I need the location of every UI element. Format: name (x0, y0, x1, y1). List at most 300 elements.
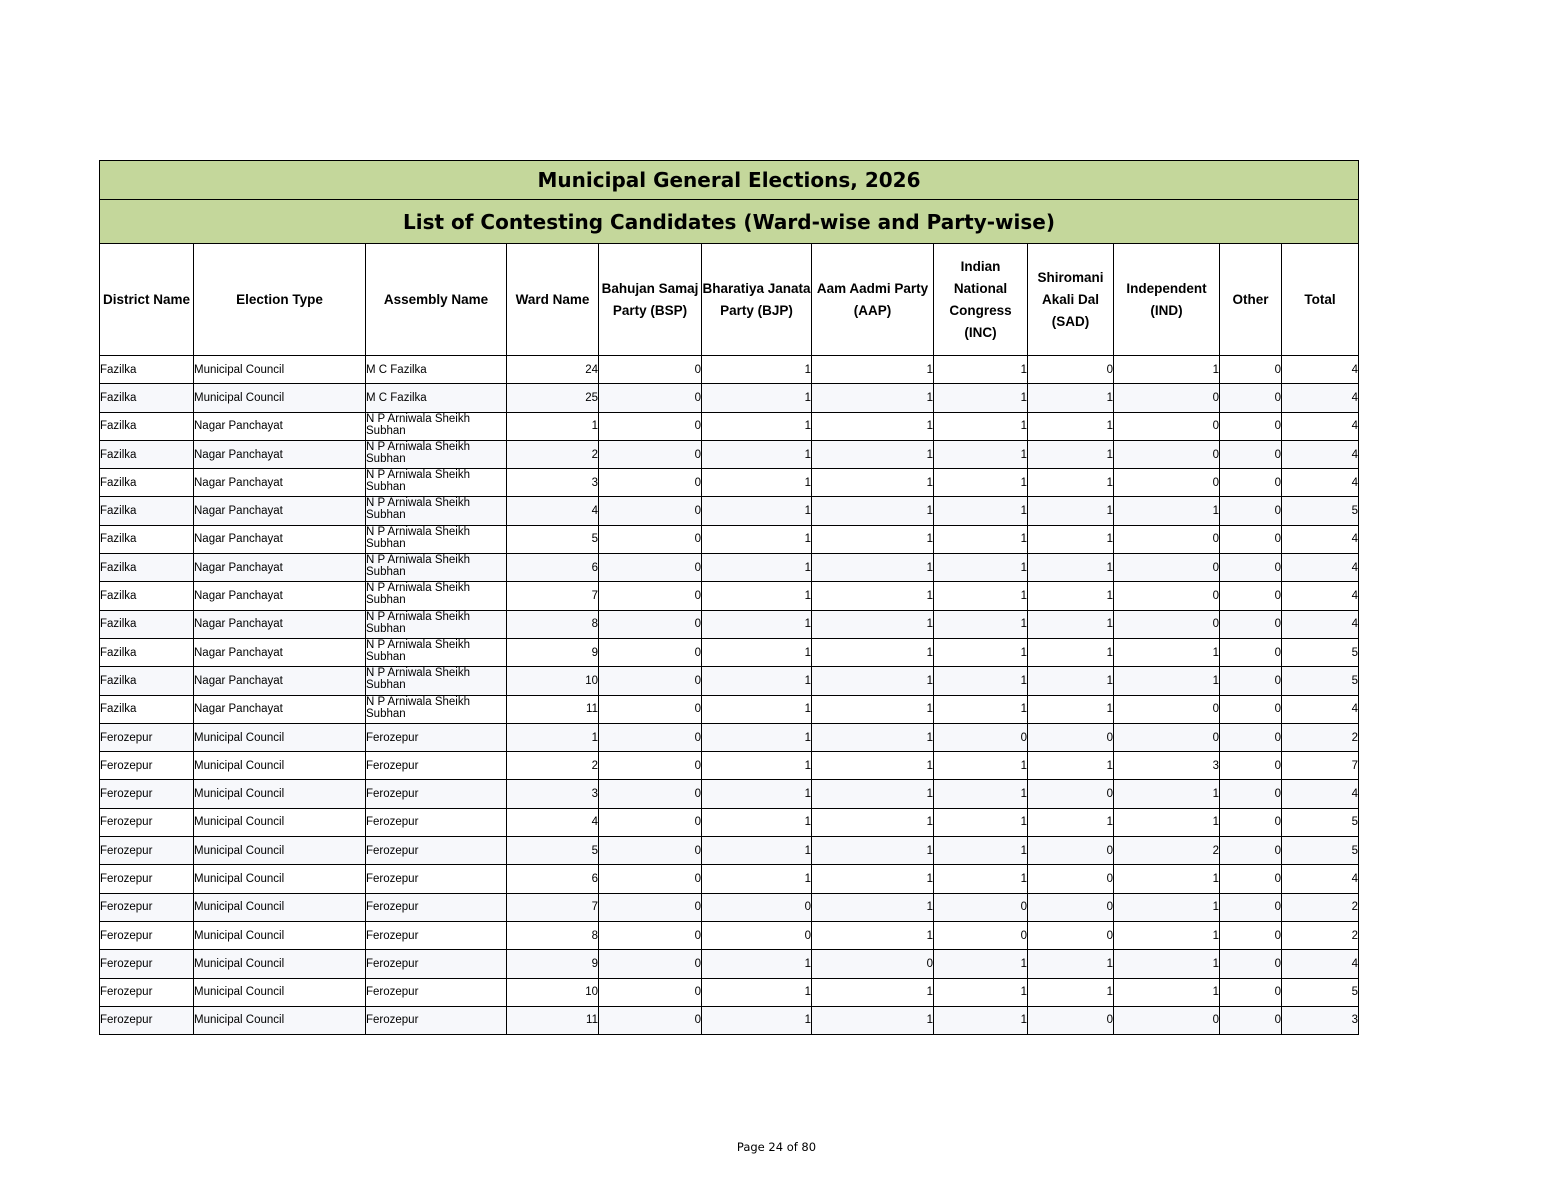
cell-aap: 1 (812, 384, 934, 412)
cell-total: 2 (1282, 723, 1359, 751)
cell-bsp: 0 (599, 950, 702, 978)
cell-district-name: Fazilka (100, 356, 194, 384)
cell-sad: 1 (1028, 440, 1114, 468)
cell-bsp: 0 (599, 752, 702, 780)
cell-bsp: 0 (599, 780, 702, 808)
cell-bsp: 0 (599, 440, 702, 468)
cell-assembly-name: N P Arniwala Sheikh Subhan (366, 582, 507, 610)
cell-inc: 1 (934, 412, 1028, 440)
header-election-type: Election Type (194, 244, 366, 356)
cell-other: 0 (1220, 356, 1282, 384)
table-row (100, 950, 1359, 978)
cell-ward-name: 2 (507, 440, 599, 468)
cell-district-name: Ferozepur (100, 1006, 194, 1034)
cell-sad: 1 (1028, 950, 1114, 978)
cell-total: 4 (1282, 412, 1359, 440)
cell-total: 4 (1282, 356, 1359, 384)
cell-aap: 1 (812, 695, 934, 723)
cell-bjp: 1 (702, 638, 812, 666)
cell-assembly-name: N P Arniwala Sheikh Subhan (366, 610, 507, 638)
cell-ward-name: 10 (507, 978, 599, 1006)
cell-other: 0 (1220, 978, 1282, 1006)
cell-inc: 1 (934, 808, 1028, 836)
cell-assembly-name: Ferozepur (366, 921, 507, 949)
table-row (100, 723, 1359, 751)
cell-election-type: Municipal Council (194, 837, 366, 865)
cell-ward-name: 3 (507, 469, 599, 497)
table-header-row (100, 244, 1359, 356)
cell-independent: 1 (1114, 865, 1220, 893)
cell-aap: 1 (812, 865, 934, 893)
cell-other: 0 (1220, 440, 1282, 468)
cell-inc: 0 (934, 893, 1028, 921)
cell-election-type: Nagar Panchayat (194, 440, 366, 468)
cell-total: 5 (1282, 638, 1359, 666)
cell-district-name: Ferozepur (100, 837, 194, 865)
cell-district-name: Fazilka (100, 497, 194, 525)
cell-total: 2 (1282, 893, 1359, 921)
cell-assembly-name: N P Arniwala Sheikh Subhan (366, 638, 507, 666)
table-row (100, 978, 1359, 1006)
table-row (100, 497, 1359, 525)
cell-bjp: 1 (702, 950, 812, 978)
cell-bjp: 1 (702, 412, 812, 440)
cell-bjp: 1 (702, 554, 812, 582)
cell-independent: 3 (1114, 752, 1220, 780)
cell-ward-name: 11 (507, 695, 599, 723)
cell-aap: 1 (812, 497, 934, 525)
cell-ward-name: 5 (507, 837, 599, 865)
cell-other: 0 (1220, 525, 1282, 553)
cell-other: 0 (1220, 469, 1282, 497)
cell-bjp: 1 (702, 837, 812, 865)
cell-total: 3 (1282, 1006, 1359, 1034)
cell-ward-name: 1 (507, 412, 599, 440)
cell-ward-name: 6 (507, 554, 599, 582)
cell-election-type: Nagar Panchayat (194, 469, 366, 497)
cell-independent: 0 (1114, 384, 1220, 412)
cell-independent: 1 (1114, 667, 1220, 695)
cell-bjp: 1 (702, 865, 812, 893)
cell-inc: 0 (934, 921, 1028, 949)
cell-inc: 0 (934, 723, 1028, 751)
cell-bjp: 1 (702, 525, 812, 553)
cell-ward-name: 7 (507, 893, 599, 921)
cell-aap: 1 (812, 667, 934, 695)
cell-independent: 1 (1114, 780, 1220, 808)
cell-other: 0 (1220, 723, 1282, 751)
cell-total: 4 (1282, 865, 1359, 893)
table-row (100, 469, 1359, 497)
table-row (100, 865, 1359, 893)
cell-inc: 1 (934, 978, 1028, 1006)
cell-assembly-name: Ferozepur (366, 752, 507, 780)
cell-other: 0 (1220, 412, 1282, 440)
cell-independent: 1 (1114, 921, 1220, 949)
header-bjp: Bharatiya Janata Party (BJP) (702, 244, 812, 356)
cell-inc: 1 (934, 554, 1028, 582)
cell-inc: 1 (934, 469, 1028, 497)
cell-bjp: 1 (702, 610, 812, 638)
cell-bsp: 0 (599, 921, 702, 949)
cell-other: 0 (1220, 384, 1282, 412)
cell-inc: 1 (934, 525, 1028, 553)
cell-bsp: 0 (599, 837, 702, 865)
cell-total: 4 (1282, 384, 1359, 412)
cell-inc: 1 (934, 440, 1028, 468)
cell-bjp: 1 (702, 356, 812, 384)
cell-assembly-name: Ferozepur (366, 837, 507, 865)
cell-total: 4 (1282, 610, 1359, 638)
table-row (100, 837, 1359, 865)
cell-sad: 1 (1028, 497, 1114, 525)
cell-election-type: Municipal Council (194, 752, 366, 780)
cell-ward-name: 9 (507, 638, 599, 666)
cell-sad: 1 (1028, 808, 1114, 836)
cell-bsp: 0 (599, 356, 702, 384)
cell-other: 0 (1220, 610, 1282, 638)
cell-aap: 1 (812, 723, 934, 751)
cell-inc: 1 (934, 356, 1028, 384)
cell-independent: 1 (1114, 497, 1220, 525)
cell-district-name: Fazilka (100, 695, 194, 723)
cell-independent: 0 (1114, 1006, 1220, 1034)
page-number: Page 24 of 80 (736, 1140, 817, 1154)
header-independent: Independent (IND) (1114, 244, 1220, 356)
cell-election-type: Municipal Council (194, 950, 366, 978)
cell-inc: 1 (934, 865, 1028, 893)
cell-assembly-name: N P Arniwala Sheikh Subhan (366, 525, 507, 553)
cell-sad: 0 (1028, 356, 1114, 384)
cell-sad: 1 (1028, 554, 1114, 582)
cell-election-type: Municipal Council (194, 865, 366, 893)
cell-bjp: 0 (702, 893, 812, 921)
page-title: Municipal General Elections, 2026 (100, 161, 1359, 200)
header-sad: Shiromani Akali Dal (SAD) (1028, 244, 1114, 356)
cell-total: 4 (1282, 525, 1359, 553)
cell-assembly-name: N P Arniwala Sheikh Subhan (366, 667, 507, 695)
table-row (100, 1006, 1359, 1034)
cell-inc: 1 (934, 497, 1028, 525)
cell-assembly-name: Ferozepur (366, 865, 507, 893)
cell-bjp: 1 (702, 667, 812, 695)
header-aap: Aam Aadmi Party (AAP) (812, 244, 934, 356)
cell-district-name: Fazilka (100, 638, 194, 666)
cell-independent: 0 (1114, 610, 1220, 638)
cell-sad: 1 (1028, 695, 1114, 723)
cell-election-type: Nagar Panchayat (194, 412, 366, 440)
table-row (100, 893, 1359, 921)
cell-sad: 1 (1028, 610, 1114, 638)
cell-election-type: Nagar Panchayat (194, 497, 366, 525)
page-subtitle: List of Contesting Candidates (Ward-wise and Party-wise) (100, 200, 1359, 244)
cell-district-name: Fazilka (100, 582, 194, 610)
cell-total: 4 (1282, 695, 1359, 723)
cell-bjp: 1 (702, 440, 812, 468)
cell-bjp: 0 (702, 921, 812, 949)
header-total: Total (1282, 244, 1359, 356)
header-inc: Indian National Congress (INC) (934, 244, 1028, 356)
cell-aap: 1 (812, 356, 934, 384)
cell-independent: 1 (1114, 638, 1220, 666)
cell-independent: 0 (1114, 525, 1220, 553)
cell-ward-name: 1 (507, 723, 599, 751)
cell-sad: 1 (1028, 638, 1114, 666)
cell-aap: 1 (812, 921, 934, 949)
cell-election-type: Municipal Council (194, 978, 366, 1006)
cell-assembly-name: Ferozepur (366, 723, 507, 751)
cell-other: 0 (1220, 497, 1282, 525)
cell-bsp: 0 (599, 554, 702, 582)
cell-district-name: Fazilka (100, 525, 194, 553)
cell-independent: 0 (1114, 695, 1220, 723)
cell-assembly-name: M C Fazilka (366, 356, 507, 384)
cell-assembly-name: Ferozepur (366, 780, 507, 808)
cell-sad: 0 (1028, 780, 1114, 808)
cell-independent: 0 (1114, 554, 1220, 582)
cell-total: 5 (1282, 667, 1359, 695)
cell-total: 4 (1282, 780, 1359, 808)
header-assembly-name: Assembly Name (366, 244, 507, 356)
cell-district-name: Ferozepur (100, 921, 194, 949)
cell-election-type: Nagar Panchayat (194, 695, 366, 723)
cell-inc: 1 (934, 780, 1028, 808)
cell-total: 4 (1282, 554, 1359, 582)
cell-aap: 1 (812, 1006, 934, 1034)
cell-ward-name: 8 (507, 610, 599, 638)
cell-bsp: 0 (599, 893, 702, 921)
cell-election-type: Nagar Panchayat (194, 554, 366, 582)
cell-other: 0 (1220, 752, 1282, 780)
table-row (100, 808, 1359, 836)
cell-bsp: 0 (599, 808, 702, 836)
cell-sad: 0 (1028, 1006, 1114, 1034)
cell-election-type: Municipal Council (194, 1006, 366, 1034)
cell-inc: 1 (934, 950, 1028, 978)
cell-assembly-name: M C Fazilka (366, 384, 507, 412)
cell-district-name: Fazilka (100, 384, 194, 412)
cell-aap: 0 (812, 950, 934, 978)
cell-ward-name: 11 (507, 1006, 599, 1034)
table-row (100, 780, 1359, 808)
cell-district-name: Fazilka (100, 554, 194, 582)
cell-assembly-name: N P Arniwala Sheikh Subhan (366, 497, 507, 525)
cell-sad: 0 (1028, 723, 1114, 751)
cell-inc: 1 (934, 667, 1028, 695)
cell-aap: 1 (812, 525, 934, 553)
cell-other: 0 (1220, 950, 1282, 978)
cell-independent: 1 (1114, 950, 1220, 978)
cell-ward-name: 5 (507, 525, 599, 553)
table-row (100, 554, 1359, 582)
cell-ward-name: 4 (507, 497, 599, 525)
cell-bjp: 1 (702, 384, 812, 412)
cell-district-name: Fazilka (100, 667, 194, 695)
cell-total: 4 (1282, 440, 1359, 468)
cell-total: 5 (1282, 978, 1359, 1006)
cell-bjp: 1 (702, 808, 812, 836)
cell-district-name: Fazilka (100, 469, 194, 497)
cell-election-type: Nagar Panchayat (194, 610, 366, 638)
cell-bjp: 1 (702, 780, 812, 808)
cell-ward-name: 4 (507, 808, 599, 836)
cell-other: 0 (1220, 865, 1282, 893)
header-district-name: District Name (100, 244, 194, 356)
cell-independent: 0 (1114, 582, 1220, 610)
cell-total: 5 (1282, 497, 1359, 525)
cell-other: 0 (1220, 893, 1282, 921)
cell-other: 0 (1220, 695, 1282, 723)
header-bsp: Bahujan Samaj Party (BSP) (599, 244, 702, 356)
cell-total: 4 (1282, 950, 1359, 978)
cell-other: 0 (1220, 808, 1282, 836)
cell-aap: 1 (812, 780, 934, 808)
cell-aap: 1 (812, 582, 934, 610)
cell-independent: 1 (1114, 893, 1220, 921)
cell-total: 5 (1282, 837, 1359, 865)
cell-aap: 1 (812, 978, 934, 1006)
cell-ward-name: 25 (507, 384, 599, 412)
cell-inc: 1 (934, 1006, 1028, 1034)
cell-ward-name: 3 (507, 780, 599, 808)
cell-independent: 1 (1114, 808, 1220, 836)
cell-election-type: Municipal Council (194, 384, 366, 412)
cell-bjp: 1 (702, 978, 812, 1006)
cell-election-type: Nagar Panchayat (194, 582, 366, 610)
cell-election-type: Municipal Council (194, 808, 366, 836)
cell-independent: 0 (1114, 440, 1220, 468)
cell-district-name: Ferozepur (100, 808, 194, 836)
cell-district-name: Fazilka (100, 440, 194, 468)
cell-sad: 1 (1028, 525, 1114, 553)
cell-aap: 1 (812, 440, 934, 468)
cell-other: 0 (1220, 921, 1282, 949)
cell-independent: 0 (1114, 723, 1220, 751)
cell-inc: 1 (934, 610, 1028, 638)
cell-inc: 1 (934, 582, 1028, 610)
cell-sad: 0 (1028, 837, 1114, 865)
cell-district-name: Ferozepur (100, 780, 194, 808)
cell-bjp: 1 (702, 1006, 812, 1034)
candidates-table (99, 160, 1359, 1035)
cell-aap: 1 (812, 752, 934, 780)
cell-total: 4 (1282, 469, 1359, 497)
table-row (100, 412, 1359, 440)
cell-bjp: 1 (702, 752, 812, 780)
cell-ward-name: 10 (507, 667, 599, 695)
cell-election-type: Nagar Panchayat (194, 525, 366, 553)
cell-bsp: 0 (599, 978, 702, 1006)
table-row (100, 582, 1359, 610)
cell-sad: 1 (1028, 412, 1114, 440)
cell-bsp: 0 (599, 412, 702, 440)
cell-election-type: Municipal Council (194, 723, 366, 751)
cell-sad: 1 (1028, 582, 1114, 610)
cell-district-name: Ferozepur (100, 723, 194, 751)
cell-bsp: 0 (599, 695, 702, 723)
cell-sad: 1 (1028, 469, 1114, 497)
cell-aap: 1 (812, 837, 934, 865)
cell-district-name: Ferozepur (100, 950, 194, 978)
table-row (100, 752, 1359, 780)
cell-sad: 1 (1028, 667, 1114, 695)
cell-inc: 1 (934, 638, 1028, 666)
cell-ward-name: 6 (507, 865, 599, 893)
cell-other: 0 (1220, 638, 1282, 666)
cell-district-name: Ferozepur (100, 893, 194, 921)
header-other: Other (1220, 244, 1282, 356)
cell-ward-name: 9 (507, 950, 599, 978)
cell-sad: 0 (1028, 893, 1114, 921)
cell-ward-name: 8 (507, 921, 599, 949)
table-row (100, 525, 1359, 553)
cell-total: 2 (1282, 921, 1359, 949)
cell-inc: 1 (934, 752, 1028, 780)
cell-aap: 1 (812, 808, 934, 836)
cell-bjp: 1 (702, 582, 812, 610)
cell-election-type: Nagar Panchayat (194, 638, 366, 666)
cell-other: 0 (1220, 837, 1282, 865)
cell-district-name: Ferozepur (100, 978, 194, 1006)
cell-aap: 1 (812, 554, 934, 582)
cell-bsp: 0 (599, 582, 702, 610)
cell-bsp: 0 (599, 723, 702, 751)
cell-bjp: 1 (702, 497, 812, 525)
table-row (100, 440, 1359, 468)
cell-other: 0 (1220, 554, 1282, 582)
table-row (100, 610, 1359, 638)
table-row (100, 667, 1359, 695)
cell-election-type: Municipal Council (194, 780, 366, 808)
cell-ward-name: 7 (507, 582, 599, 610)
cell-bjp: 1 (702, 723, 812, 751)
cell-bsp: 0 (599, 638, 702, 666)
cell-other: 0 (1220, 1006, 1282, 1034)
cell-assembly-name: Ferozepur (366, 950, 507, 978)
cell-assembly-name: N P Arniwala Sheikh Subhan (366, 440, 507, 468)
cell-sad: 1 (1028, 384, 1114, 412)
cell-other: 0 (1220, 667, 1282, 695)
cell-bsp: 0 (599, 610, 702, 638)
cell-bjp: 1 (702, 469, 812, 497)
cell-district-name: Fazilka (100, 412, 194, 440)
header-ward-name: Ward Name (507, 244, 599, 356)
table-row (100, 384, 1359, 412)
cell-assembly-name: Ferozepur (366, 808, 507, 836)
cell-bsp: 0 (599, 525, 702, 553)
cell-bsp: 0 (599, 1006, 702, 1034)
cell-inc: 1 (934, 837, 1028, 865)
cell-bsp: 0 (599, 865, 702, 893)
cell-inc: 1 (934, 384, 1028, 412)
cell-aap: 1 (812, 893, 934, 921)
cell-election-type: Municipal Council (194, 893, 366, 921)
cell-bsp: 0 (599, 469, 702, 497)
cell-bjp: 1 (702, 695, 812, 723)
cell-other: 0 (1220, 780, 1282, 808)
cell-assembly-name: N P Arniwala Sheikh Subhan (366, 469, 507, 497)
cell-sad: 1 (1028, 978, 1114, 1006)
cell-aap: 1 (812, 638, 934, 666)
cell-election-type: Nagar Panchayat (194, 667, 366, 695)
cell-assembly-name: Ferozepur (366, 1006, 507, 1034)
cell-independent: 0 (1114, 412, 1220, 440)
cell-independent: 0 (1114, 469, 1220, 497)
cell-sad: 0 (1028, 865, 1114, 893)
cell-assembly-name: N P Arniwala Sheikh Subhan (366, 412, 507, 440)
cell-sad: 0 (1028, 921, 1114, 949)
cell-election-type: Municipal Council (194, 921, 366, 949)
